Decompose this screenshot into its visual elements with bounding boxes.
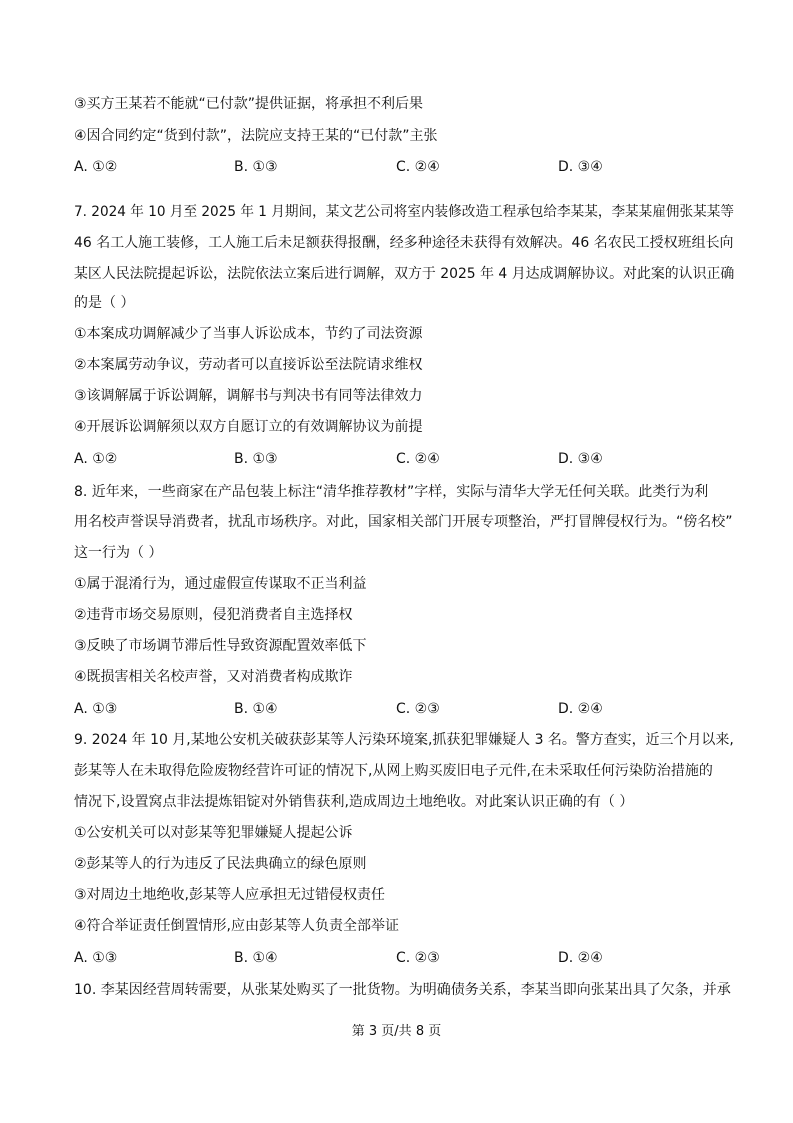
option-b: B. ①③ — [234, 159, 278, 175]
choice-line: ③买方王某若不能就“已付款”提供证据，将承担不利后果 — [74, 96, 424, 112]
question-9-choice: ④符合举证责任倒置情形,应由彭某等人负责全部举证 — [74, 918, 399, 934]
question-7-choice: ③该调解属于诉讼调解，调解书与判决书有同等法律效力 — [74, 388, 423, 404]
option-a: A. ①③ — [74, 950, 118, 966]
option-d: D. ②④ — [558, 701, 603, 717]
question-7-stem: 某区人民法院提起诉讼，法院依法立案后进行调解，双方于 2025 年 4 月达成调解协议。对此案的认识正确 — [74, 266, 735, 282]
option-c: C. ②③ — [396, 701, 440, 717]
option-d: D. ②④ — [558, 950, 603, 966]
question-8-options — [74, 699, 734, 719]
choice-line: ④因合同约定“货到付款”，法院应支持王某的“已付款”主张 — [74, 128, 438, 144]
question-8-stem: 8. 近年来，一些商家在产品包装上标注“清华推荐教材”字样，实际与清华大学无任何关联。此类行为利 — [74, 484, 709, 500]
question-8-choice: ③反映了市场调节滞后性导致资源配置效率低下 — [74, 638, 367, 654]
question-10-stem: 10. 李某因经营周转需要，从张某处购买了一批货物。为明确债务关系，李某当即向张某出具了欠条，并承 — [74, 982, 731, 998]
option-c: C. ②③ — [396, 950, 440, 966]
question-9-stem: 情况下,设置窝点非法提炼铝锭对外销售获利,造成周边土地绝收。对此案认识正确的有（ ） — [74, 794, 634, 810]
question-9-stem: 彭某等人在未取得危险废物经营许可证的情况下,从网上购买废旧电子元件,在未采取任何污染防治措施的 — [74, 763, 713, 779]
question-7-stem: 46 名工人施工装修，工人施工后未足额获得报酬，经多种途径未获得有效解决。46 名农民工授权班组长向 — [74, 235, 734, 251]
question-7-options — [74, 449, 734, 469]
question-9-choice: ③对周边土地绝收,彭某等人应承担无过错侵权责任 — [74, 887, 385, 903]
question-8-stem: 这一行为（ ） — [74, 545, 163, 561]
option-a: A. ①② — [74, 451, 118, 467]
option-b: B. ①③ — [234, 451, 278, 467]
option-c: C. ②④ — [396, 159, 440, 175]
question-7-choice: ④开展诉讼调解须以双方自愿订立的有效调解协议为前提 — [74, 419, 423, 435]
question-7-choice: ①本案成功调解减少了当事人诉讼成本，节约了司法资源 — [74, 326, 423, 342]
question-8-choice: ②违背市场交易原则，侵犯消费者自主选择权 — [74, 607, 353, 623]
option-d: D. ③④ — [558, 451, 603, 467]
question-7-choice: ②本案属劳动争议，劳动者可以直接诉讼至法院请求维权 — [74, 357, 423, 373]
question-8-choice: ④既损害相关名校声誉，又对消费者构成欺诈 — [74, 669, 353, 685]
option-b: B. ①④ — [234, 950, 278, 966]
question-7-stem: 7. 2024 年 10 月至 2025 年 1 月期间，某文艺公司将室内装修改造工程承包给李某某，李某某雇佣张某某等 — [74, 204, 734, 220]
question-9-stem: 9. 2024 年 10 月,某地公安机关破获彭某等人污染环境案,抓获犯罪嫌疑人 3 名。警方查实，近三个月以来, — [74, 732, 734, 748]
option-c: C. ②④ — [396, 451, 440, 467]
option-d: D. ③④ — [558, 159, 603, 175]
question-8-choice: ①属于混淆行为，通过虚假宣传谋取不正当利益 — [74, 576, 367, 592]
option-a: A. ①③ — [74, 701, 118, 717]
page-number: 第 3 页/共 8 页 — [351, 1024, 442, 1039]
question-7-stem: 的是（ ） — [74, 295, 135, 311]
question-9-choice: ①公安机关可以对彭某等犯罪嫌疑人提起公诉 — [74, 825, 353, 841]
option-b: B. ①④ — [234, 701, 278, 717]
question-9-options — [74, 948, 734, 968]
question-9-choice: ②彭某等人的行为违反了民法典确立的绿色原则 — [74, 856, 367, 872]
answer-options — [74, 157, 734, 177]
option-a: A. ①② — [74, 159, 118, 175]
question-8-stem: 用名校声誉误导消费者，扰乱市场秩序。对此，国家相关部门开展专项整治，严打冒牌侵权行为。“傍名校” — [74, 514, 733, 530]
